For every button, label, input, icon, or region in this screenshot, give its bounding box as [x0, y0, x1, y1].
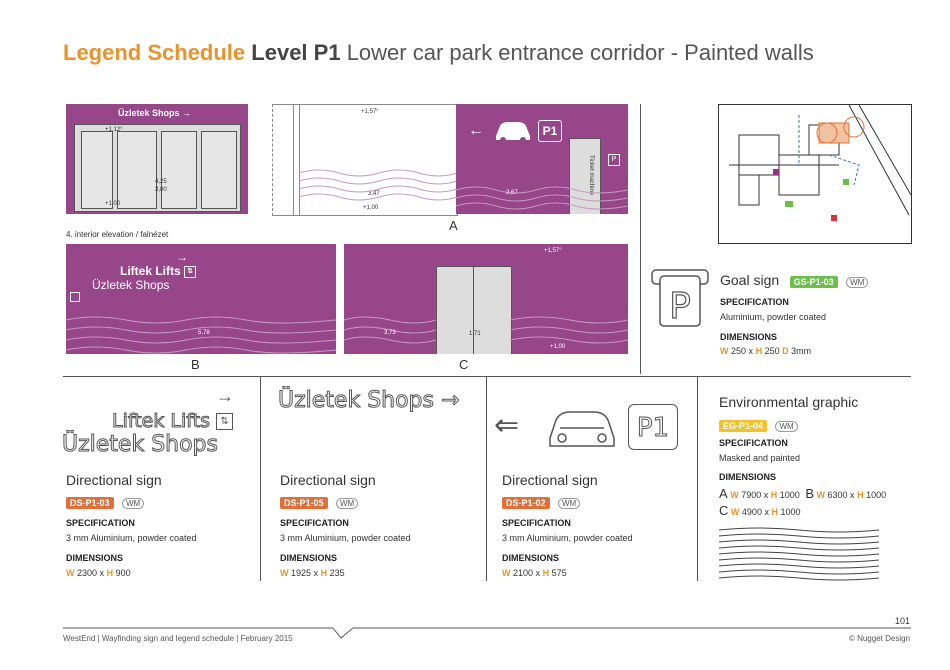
car-icon [492, 118, 532, 144]
wm-badge: WM [336, 498, 358, 509]
marker-c: C [459, 357, 469, 372]
wave-pattern [456, 184, 628, 214]
arrow-right-icon: → [216, 386, 234, 406]
elevation-c [344, 244, 628, 354]
parking-p-icon [650, 268, 710, 328]
ticket-machine-label: Ticket machine [588, 155, 594, 196]
dim-heading: DIMENSIONS [502, 553, 560, 563]
spec-text: 3 mm Aluminium, powder coated [66, 533, 197, 543]
env-code-row [719, 416, 798, 434]
spec-heading: SPECIFICATION [502, 518, 571, 528]
dim-label: +1,00 [363, 205, 379, 211]
spec-heading: SPECIFICATION [720, 297, 789, 307]
sign1-graphic-line2: Üzletek Shops [62, 432, 218, 457]
goal-sign-graphic [650, 268, 710, 328]
title-part2: Level P1 [251, 40, 341, 65]
footer-left: WestEnd | Wayfinding sign and legend schedule | February 2015 [63, 634, 293, 643]
dim-label: 5,78 [198, 330, 210, 336]
shops-sign-text: Üzletek Shops → [118, 108, 192, 118]
dim-label: 1,71 [469, 331, 481, 337]
dim-label: 3,47 [368, 191, 380, 197]
elevation-shops-doors [66, 104, 248, 214]
arrow-left-icon: ← [468, 122, 484, 139]
doors [436, 266, 512, 354]
dim-label: 3,80 [155, 187, 167, 193]
wm-badge: WM [558, 498, 580, 509]
sign2-code: DS-P1-05 [280, 497, 328, 509]
elevation-a-parking [456, 104, 628, 214]
dim-label: +1,00 [550, 344, 566, 350]
car-icon [544, 404, 620, 450]
dim-heading: DIMENSIONS [719, 472, 777, 482]
goal-sign-block [720, 272, 868, 290]
sign2-title: Directional sign [280, 472, 376, 488]
env-dim-ab: A W 7900 x H 1000 B W 6300 x H 1000 [719, 486, 887, 501]
wave-swatch [719, 526, 879, 582]
parking-icon [70, 292, 80, 302]
marker-b: B [191, 357, 200, 372]
sign2-code-row [280, 493, 358, 511]
svg-text:P: P [669, 286, 691, 327]
uzletek-sign-text: Üzletek Shops [92, 278, 170, 292]
spec-heading: SPECIFICATION [66, 518, 135, 528]
goal-sign-code: GS-P1-03 [790, 276, 838, 288]
dim-heading: DIMENSIONS [66, 553, 124, 563]
title-part1: Legend Schedule [63, 40, 246, 65]
spec-heading: SPECIFICATION [280, 518, 349, 528]
dim-text: W 1925 x H 235 [280, 568, 345, 578]
arrow-right-icon: → [176, 250, 188, 264]
env-code: EG-P1-04 [719, 420, 767, 432]
dim-text: W 250 x H 250 D 3mm [720, 346, 812, 356]
dim-heading: DIMENSIONS [280, 553, 338, 563]
sign1-code-row [66, 493, 144, 511]
elevation-caption: 4. interior elevation / falnézet [66, 230, 169, 239]
spec-heading: SPECIFICATION [719, 438, 788, 448]
sign3-title: Directional sign [502, 472, 598, 488]
sign1-code: DS-P1-03 [66, 497, 114, 509]
wave-pattern [299, 165, 457, 205]
wm-badge: WM [775, 421, 797, 432]
floor-plan-drawing [719, 105, 911, 243]
title-part3: Lower car park entrance corridor - Painted walls [346, 40, 814, 65]
sign1-title: Directional sign [66, 472, 162, 488]
glass-doors [74, 124, 241, 212]
elevation-b [66, 244, 336, 354]
dim-label: 2,67 [506, 190, 518, 196]
marker-a: A [449, 218, 458, 233]
page-number: 101 [894, 616, 910, 626]
dim-text: W 2100 x H 575 [502, 568, 567, 578]
dim-label: 3,73 [384, 330, 396, 336]
dim-label: +1,00 [105, 201, 121, 207]
footer-right: © Nugget Design [848, 634, 910, 643]
wave-pattern [510, 314, 628, 354]
dim-label: +1,57° [361, 109, 379, 115]
arrow-left-icon: ⇐ [494, 409, 520, 442]
spec-text: Masked and painted [719, 453, 801, 463]
dim-label: +1,12° [105, 127, 123, 133]
sign2-graphic: Üzletek Shops → [278, 388, 460, 413]
dim-label: 4,25 [155, 179, 167, 185]
p1-sign: P1 [628, 404, 678, 450]
p1-sign: P1 [538, 120, 562, 142]
spec-text: 3 mm Aluminium, powder coated [502, 533, 633, 543]
spec-text: Aluminium, powder coated [720, 312, 827, 322]
goal-sign-title: Goal sign [720, 272, 780, 288]
parking-icon: P [608, 154, 620, 166]
sign3-code-row [502, 493, 580, 511]
page-title [63, 40, 814, 66]
elevation-a-wall [272, 104, 458, 216]
wm-badge: WM [122, 498, 144, 509]
wm-badge: WM [846, 277, 868, 288]
sign3-code: DS-P1-02 [502, 497, 550, 509]
liftek-sign-text: Liftek Lifts ⇅ [120, 264, 196, 278]
lift-icon: ⇅ [216, 413, 233, 430]
dim-heading: DIMENSIONS [720, 332, 778, 342]
sign1-graphic-line1: Liftek Lifts ⇅ [112, 410, 233, 432]
spec-text: 3 mm Aluminium, powder coated [280, 533, 411, 543]
lift-icon: ⇅ [184, 266, 196, 278]
floor-plan [718, 104, 912, 244]
env-dim-c: C W 4900 x H 1000 [719, 503, 801, 518]
env-title: Environmental graphic [719, 394, 859, 410]
dim-label: +1,57° [544, 248, 562, 254]
dim-text: W 2300 x H 900 [66, 568, 131, 578]
